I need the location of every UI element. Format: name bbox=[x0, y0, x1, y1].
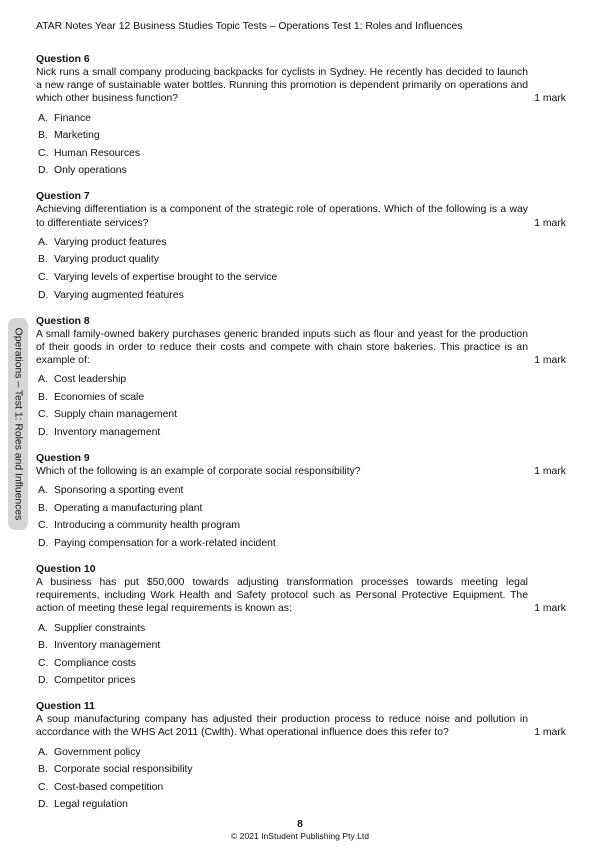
option-d bbox=[36, 674, 566, 692]
option-letter: C. bbox=[38, 147, 49, 159]
question-11 bbox=[36, 700, 566, 816]
option-letter: C. bbox=[38, 657, 49, 669]
running-header: ATAR Notes Year 12 Business Studies Topic Tests – Operations Test 1: Roles and Influences bbox=[36, 21, 463, 32]
option-letter: D. bbox=[38, 537, 49, 549]
option-d bbox=[36, 426, 566, 444]
option-letter: B. bbox=[38, 391, 48, 403]
option-letter: B. bbox=[38, 130, 48, 142]
option-text: Economies of scale bbox=[54, 391, 145, 403]
option-letter: B. bbox=[38, 764, 48, 776]
option-letter: D. bbox=[38, 426, 49, 438]
option-text: Inventory management bbox=[54, 640, 161, 652]
option-a bbox=[36, 112, 566, 130]
option-a bbox=[36, 622, 566, 640]
question-stem: Nick runs a small company producing backpacks for cyclists in Sydney. He recently has decided to launch a new range of sustainable water bottles. Running this promotion is dependent primarily on operations and which other business function? bbox=[36, 67, 528, 105]
question-8 bbox=[36, 315, 566, 444]
question-title: Question 9 bbox=[36, 452, 90, 464]
option-text: Varying product features bbox=[54, 236, 167, 248]
option-text: Supply chain management bbox=[54, 409, 178, 421]
option-text: Varying levels of expertise brought to the service bbox=[54, 271, 278, 283]
question-9 bbox=[36, 452, 566, 555]
option-c bbox=[36, 519, 566, 537]
question-10 bbox=[36, 563, 566, 692]
question-title: Question 11 bbox=[36, 701, 95, 713]
question-title: Question 10 bbox=[36, 563, 96, 575]
question-title: Question 8 bbox=[36, 315, 90, 327]
question-list bbox=[36, 53, 566, 824]
mark-label: 1 mark bbox=[534, 465, 566, 477]
option-letter: B. bbox=[38, 640, 48, 652]
option-c bbox=[36, 408, 566, 426]
mark-label: 1 mark bbox=[534, 727, 566, 739]
option-d bbox=[36, 289, 566, 307]
option-letter: C. bbox=[38, 409, 49, 421]
option-text: Cost leadership bbox=[54, 374, 127, 386]
option-letter: A. bbox=[38, 746, 48, 758]
option-text: Supplier constraints bbox=[54, 622, 146, 634]
question-7 bbox=[36, 190, 566, 306]
option-text: Varying product quality bbox=[54, 254, 159, 266]
option-text: Inventory management bbox=[54, 426, 161, 438]
option-letter: D. bbox=[38, 289, 49, 301]
option-c bbox=[36, 271, 566, 289]
option-text: Operating a manufacturing plant bbox=[54, 502, 203, 514]
option-letter: B. bbox=[38, 502, 48, 514]
option-text: Marketing bbox=[54, 130, 100, 142]
option-text: Cost-based competition bbox=[54, 781, 164, 793]
page-number: 8 bbox=[297, 819, 303, 830]
option-letter: A. bbox=[38, 236, 48, 248]
option-d bbox=[36, 798, 566, 816]
option-text: Finance bbox=[54, 112, 91, 124]
option-c bbox=[36, 781, 566, 799]
option-letter: C. bbox=[38, 781, 49, 793]
option-a bbox=[36, 746, 566, 764]
option-letter: A. bbox=[38, 112, 48, 124]
option-text: Government policy bbox=[54, 746, 141, 758]
option-b bbox=[36, 253, 566, 271]
option-b bbox=[36, 639, 566, 657]
option-letter: C. bbox=[38, 271, 49, 283]
option-a bbox=[36, 236, 566, 254]
question-stem: Which of the following is an example of corporate social responsibility? bbox=[36, 465, 361, 477]
option-text: Human Resources bbox=[54, 147, 141, 159]
question-6 bbox=[36, 53, 566, 182]
option-b bbox=[36, 763, 566, 781]
option-letter: B. bbox=[38, 254, 48, 266]
question-stem: Achieving differentiation is a component of the strategic role of operations. Which of the following is a way to differentiate services? bbox=[36, 204, 528, 229]
mark-label: 1 mark bbox=[534, 93, 566, 105]
option-d bbox=[36, 164, 566, 182]
option-text: Introducing a community health program bbox=[54, 520, 240, 532]
option-letter: D. bbox=[38, 675, 49, 687]
copyright-notice: © 2021 InStudent Publishing Pty Ltd bbox=[230, 831, 370, 841]
option-text: Corporate social responsibility bbox=[54, 764, 193, 776]
option-a bbox=[36, 484, 566, 502]
option-letter: D. bbox=[38, 799, 49, 811]
mark-label: 1 mark bbox=[534, 354, 566, 366]
option-c bbox=[36, 147, 566, 165]
side-tab-label: Operations – Test 1: Roles and Influences bbox=[12, 327, 24, 521]
question-title: Question 7 bbox=[36, 191, 90, 203]
option-letter: A. bbox=[38, 485, 48, 497]
option-c bbox=[36, 657, 566, 675]
option-letter: A. bbox=[38, 622, 48, 634]
mark-label: 1 mark bbox=[534, 217, 566, 229]
option-text: Legal regulation bbox=[54, 799, 128, 811]
option-b bbox=[36, 502, 566, 520]
option-text: Competitor prices bbox=[54, 675, 136, 687]
option-letter: A. bbox=[38, 374, 48, 386]
question-title: Question 6 bbox=[36, 54, 90, 65]
option-b bbox=[36, 129, 566, 147]
mark-label: 1 mark bbox=[534, 603, 566, 615]
option-text: Paying compensation for a work-related incident bbox=[54, 537, 276, 549]
option-letter: C. bbox=[38, 520, 49, 532]
option-a bbox=[36, 373, 566, 391]
option-letter: D. bbox=[38, 165, 49, 177]
option-b bbox=[36, 391, 566, 409]
option-text: Sponsoring a sporting event bbox=[54, 485, 184, 497]
question-stem: A soup manufacturing company has adjusted their production process to reduce noise and pollution in accordance with the WHS Act 2011 (Cwlth). What operational influence does this refer to? bbox=[36, 714, 528, 739]
option-d bbox=[36, 537, 566, 555]
question-stem: A business has put $50,000 towards adjusting transformation processes towards meeting legal requirements, including Work Health and Safety protocol such as Personal Protective Equipment. The action of meeting these legal requirements is known as: bbox=[36, 576, 528, 615]
option-text: Only operations bbox=[54, 165, 127, 177]
option-text: Varying augmented features bbox=[54, 289, 184, 301]
option-text: Compliance costs bbox=[54, 657, 137, 669]
question-stem: A small family-owned bakery purchases generic branded inputs such as flour and yeast for the production of their goods in order to reduce their costs and compete with chain store bakeries. This practice is an example of: bbox=[36, 328, 528, 366]
